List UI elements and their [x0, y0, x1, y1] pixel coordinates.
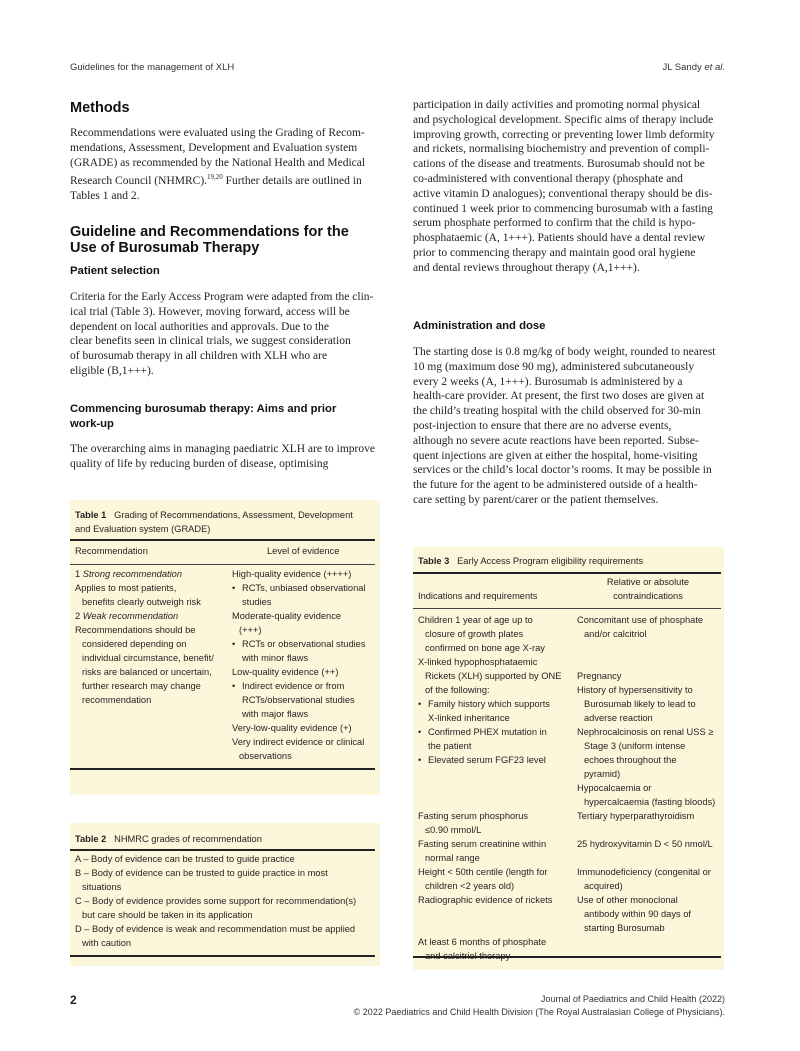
- methods-heading: Methods: [70, 100, 130, 116]
- table-2-line-text: C – Body of evidence provides some support for recommendation(s): [75, 896, 357, 906]
- table-3-col2-line-text: Concomitant use of phosphate: [577, 615, 704, 625]
- table-3-col1-line: [418, 781, 576, 795]
- table-1-col2-line: [232, 707, 377, 721]
- running-header-author: [662, 62, 725, 73]
- patient-selection-line: of burosumab therapy in all children with XLH who are: [70, 350, 328, 363]
- table-3-col2-line: [577, 697, 722, 711]
- table-1-col1-line-text: considered depending on: [82, 639, 187, 649]
- table-2-line: [75, 922, 375, 936]
- table-1-col2-line: [232, 637, 377, 651]
- table-2-line: [75, 894, 375, 908]
- table-1-col2-line-text: observations: [239, 751, 292, 761]
- bullet-icon: •: [418, 727, 422, 737]
- table-3-col2-line: [577, 613, 722, 627]
- table-3-col1-line: [418, 893, 576, 907]
- table-3-col2-line-text: starting Burosumab: [584, 923, 665, 933]
- table-2-line: [75, 880, 375, 894]
- table-3-col2-line: [577, 795, 722, 809]
- table-1-col2-line: [232, 581, 377, 595]
- table-1-col2-line-text: with major flaws: [242, 709, 309, 719]
- bullet-icon: •: [232, 583, 236, 593]
- table-3-col1-line-text: Confirmed PHEX mutation in: [428, 727, 547, 737]
- table-3-header-rule: [413, 608, 721, 609]
- table-1-col1-line-text: risks are balanced or uncertain,: [82, 667, 212, 677]
- table-1-col2-line: [232, 623, 377, 637]
- methods-line: Tables 1 and 2.: [70, 190, 140, 203]
- methods-line: (GRADE) as recommended by the National Health and Medical: [70, 156, 366, 169]
- bullet-icon: •: [418, 699, 422, 709]
- table-3-col2-line: [577, 739, 722, 753]
- table-1-col2-line: [232, 693, 377, 707]
- table-3-col1: [418, 613, 576, 963]
- table-3-col1-line-text: Elevated serum FGF23 level: [428, 755, 546, 765]
- table-1-col1-line: [75, 595, 230, 609]
- table-3-col1-line: [418, 851, 576, 865]
- table-3-caption: [418, 554, 643, 568]
- table-3-col2-line-text: echoes throughout the: [584, 755, 677, 765]
- table-3-col2-line-text: Immunodeficiency (congenital or: [577, 867, 711, 877]
- methods-refs: 19,20: [207, 173, 223, 182]
- table-1-bottom-rule: [70, 768, 375, 770]
- table-1-col2-line: [232, 721, 377, 735]
- table-1-col1-line-emphasis: Weak recommendation: [82, 611, 179, 621]
- table-3-col1-line: [418, 753, 576, 767]
- table-3: [413, 547, 724, 970]
- table-3-col2-line: [577, 767, 722, 781]
- methods-line: mendations, Assessment, Development and Evaluation system: [70, 141, 358, 154]
- table-1-col2-line-text: Moderate-quality evidence: [232, 611, 342, 621]
- table-1-caption-line: [75, 508, 375, 522]
- table-2-line-text: situations: [82, 882, 122, 892]
- patient-selection-line: clear benefits seen in clinical trials, we suggest consideration: [70, 335, 351, 348]
- table-1-caption: [75, 508, 375, 536]
- table-3-col2-line-text: Pregnancy: [577, 671, 622, 681]
- table-3-col1-line: [418, 669, 576, 683]
- footer-copyright: © 2022 Paediatrics and Child Health Division (The Royal Australasian College of Physicians).: [353, 1007, 725, 1017]
- table-3-col1-line-text: X-linked hypophosphataemic: [418, 657, 538, 667]
- table-2-line-text: D – Body of evidence is weak and recommendation must be applied: [75, 924, 356, 934]
- right-para-line: and dental reviews throughout therapy (A,1+++).: [413, 261, 640, 274]
- admin-line: services or the child’s local doctor’s rooms. It may be possible in: [413, 464, 712, 477]
- patient-selection-heading: Patient selection: [70, 265, 160, 277]
- table-3-col1-line: [418, 767, 576, 781]
- table-1-col1-line: [75, 651, 230, 665]
- table-3-col1-line-text: At least 6 months of phosphate: [418, 937, 547, 947]
- table-1-col1-header: Recommendation: [75, 546, 148, 556]
- author-name: JL Sandy: [662, 62, 705, 73]
- table-2-line: [75, 852, 375, 866]
- table-3-col1-line: [418, 921, 576, 935]
- right-para-line: cations of the disease and treatments. Burosumab should not be: [413, 158, 705, 171]
- table-3-col1-line: [418, 823, 576, 837]
- table-3-col2-line: [577, 837, 722, 851]
- table-1-col2-header: Level of evidence: [267, 546, 340, 556]
- table-3-col1-line: [418, 865, 576, 879]
- table-3-col2-line: [577, 753, 722, 767]
- table-1-col2-line-text: studies: [242, 597, 272, 607]
- table-1-col2-line: [232, 595, 377, 609]
- table-3-col1-line-text: closure of growth plates: [425, 629, 524, 639]
- table-3-col2-header: [573, 575, 723, 603]
- table-2-line-text: but care should be taken in its application: [82, 910, 253, 920]
- table-3-col2-line: [577, 641, 722, 655]
- admin-line: every 2 weeks (A, 1+++). Burosumab is administered by a: [413, 375, 683, 388]
- table-3-col1-line: [418, 641, 576, 655]
- table-1-col2-line-text: RCTs/observational studies: [242, 695, 355, 705]
- table-3-col1-line-text: confirmed on bone age X-ray: [425, 643, 545, 653]
- table-1-col2-line: [232, 609, 377, 623]
- administration-heading: Administration and dose: [413, 320, 546, 332]
- methods-line-text: Research Council (NHMRC).: [70, 175, 208, 188]
- table-3-col1-line: [418, 711, 576, 725]
- table-3-col2-line-text: and/or calcitriol: [584, 629, 647, 639]
- table-1-caption-text: Grading of Recommendations, Assessment, Development: [114, 510, 353, 520]
- right-paragraph-1: [413, 98, 724, 276]
- commencing-paragraph: [70, 442, 380, 472]
- administration-paragraph: [413, 345, 724, 508]
- table-3-col1-line: [418, 907, 576, 921]
- commencing-line: quality of life by reducing burden of disease, optimising: [70, 457, 329, 470]
- table-3-label: Table 3: [418, 556, 450, 566]
- table-3-col1-line: [418, 655, 576, 669]
- patient-selection-line: Criteria for the Early Access Program were adapted from the clin-: [70, 291, 374, 303]
- admin-line: care setting by parent/carer or the patient themselves.: [413, 493, 659, 506]
- table-1-col1-line: [75, 581, 230, 595]
- right-para-line: improving growth, correcting or preventing lower limb deformity: [413, 128, 715, 141]
- right-para-line: co-administered with conventional therapy (phosphate and: [413, 172, 683, 185]
- running-header-title: Guidelines for the management of XLH: [70, 62, 235, 73]
- table-3-col2-line: [577, 907, 722, 921]
- table-3-col2-line-text: 25 hydroxyvitamin D < 50 nmol/L: [577, 839, 713, 849]
- table-1-col1-line-text: Applies to most patients,: [75, 583, 177, 593]
- table-3-col2-line: [577, 893, 722, 907]
- right-para-line: and rickets, normalising biochemistry and prevention of compli-: [413, 143, 710, 156]
- commencing-heading-line: Commencing burosumab therapy: Aims and prior: [70, 403, 337, 415]
- admin-line: health-care provider. At present, the first two doses are given at: [413, 390, 705, 403]
- patient-selection-line: eligible (B,1+++).: [70, 364, 154, 377]
- table-3-col2-line-text: Burosumab likely to lead to: [584, 699, 696, 709]
- footer-journal: Journal of Paediatrics and Child Health (2022): [540, 994, 725, 1004]
- table-2: [70, 823, 380, 966]
- table-1-col2-line: [232, 651, 377, 665]
- table-1-col1-line-text: 1: [75, 569, 83, 579]
- table-3-col1-line-text: Height < 50th centile (length for: [418, 867, 548, 877]
- table-2-line-text: B – Body of evidence can be trusted to guide practice in most: [75, 868, 328, 878]
- table-3-col2-line-text: Tertiary hyperparathyroidism: [577, 811, 695, 821]
- table-3-col1-line: [418, 683, 576, 697]
- table-1: [70, 500, 380, 795]
- table-3-col1-line-text: the patient: [428, 741, 472, 751]
- right-para-line: and psychological development. Specific aims of therapy include: [413, 113, 714, 126]
- right-para-line: continued 1 week prior to commencing burosumab with a fasting: [413, 202, 713, 215]
- table-2-body: [75, 852, 375, 950]
- table-3-col2-line: [577, 683, 722, 697]
- table-1-top-rule: [70, 539, 375, 541]
- table-3-col1-line: [418, 725, 576, 739]
- table-3-col1-line-text: Family history which supports: [428, 699, 550, 709]
- table-3-col1-header: Indications and requirements: [418, 591, 538, 601]
- admin-line: although no severe acute reactions have been reported. Subse-: [413, 434, 699, 447]
- table-3-bottom-rule: [413, 956, 721, 958]
- guideline-heading: [70, 224, 349, 256]
- commencing-heading: [70, 402, 336, 432]
- admin-line: 10 mg (maximum dose 90 mg), administered subcutaneously: [413, 360, 695, 373]
- table-3-col2-line: [577, 809, 722, 823]
- admin-line: the future for the agent to be administered outside of a health-: [413, 479, 698, 492]
- table-3-col2-line: [577, 921, 722, 935]
- table-1-col2-line-text: High-quality evidence (++++): [232, 569, 352, 579]
- table-3-col1-line: [418, 627, 576, 641]
- bullet-icon: •: [232, 639, 236, 649]
- admin-line: post-injection to ensure that there are no adverse events,: [413, 419, 672, 432]
- table-3-col1-line-text: and calcitriol therapy: [425, 951, 511, 961]
- table-3-col1-line-text: ≤0.90 mmol/L: [425, 825, 482, 835]
- guideline-heading-line: Use of Burosumab Therapy: [70, 240, 260, 256]
- table-1-col2-line: [232, 567, 377, 581]
- table-3-col2: [577, 613, 722, 935]
- table-1-col1-line: [75, 567, 230, 581]
- table-3-col2-line: [577, 725, 722, 739]
- table-2-caption: [75, 832, 262, 846]
- patient-selection-line: dependent on local authorities and approvals. Due to the: [70, 320, 329, 333]
- table-3-col1-line: [418, 613, 576, 627]
- table-1-label: Table 1: [75, 510, 107, 520]
- table-1-col2-line-text: Low-quality evidence (++): [232, 667, 339, 677]
- table-2-line: [75, 866, 375, 880]
- table-3-col1-line-text: Fasting serum creatinine within: [418, 839, 547, 849]
- table-3-col1-line: [418, 935, 576, 949]
- table-3-col2-line: [577, 655, 722, 669]
- author-etal: et al.: [704, 62, 725, 73]
- table-1-caption-line: and Evaluation system (GRADE): [75, 524, 211, 534]
- methods-line: Recommendations were evaluated using the Grading of Recom-: [70, 127, 365, 139]
- table-1-col1-line: [75, 637, 230, 651]
- table-3-col2-line: [577, 865, 722, 879]
- table-3-col1-line-text: Fasting serum phosphorus: [418, 811, 529, 821]
- table-3-col2-line-text: pyramid): [584, 769, 621, 779]
- table-1-col1-line-text: benefits clearly outweigh risk: [82, 597, 201, 607]
- patient-selection-paragraph: [70, 290, 380, 379]
- methods-line-text: Further details are outlined in: [225, 175, 362, 188]
- guideline-heading-line: Guideline and Recommendations for the: [70, 224, 349, 240]
- bullet-icon: •: [418, 755, 422, 765]
- table-3-col2-line-text: acquired): [584, 881, 623, 891]
- table-1-col1-line-text: Recommendations should be: [75, 625, 196, 635]
- table-3-col2-line-text: adverse reaction: [584, 713, 653, 723]
- table-2-bottom-rule: [70, 955, 375, 957]
- table-1-header-rule: [70, 564, 375, 565]
- table-3-col2-line-text: Use of other monoclonal: [577, 895, 678, 905]
- table-1-col2-line-text: with minor flaws: [242, 653, 309, 663]
- page-number: 2: [70, 993, 77, 1007]
- table-3-col1-line: [418, 809, 576, 823]
- table-2-line: [75, 908, 375, 922]
- table-1-col1-line: [75, 609, 230, 623]
- table-3-col2-line: [577, 851, 722, 865]
- bullet-icon: •: [232, 681, 236, 691]
- table-3-col2-line-text: hypercalcaemia (fasting bloods): [584, 797, 716, 807]
- table-3-col1-line: [418, 795, 576, 809]
- admin-line: The starting dose is 0.8 mg/kg of body weight, rounded to nearest: [413, 346, 716, 358]
- right-para-line: phosphataemic (A, 1+++). Patients should have a dental review: [413, 232, 706, 245]
- table-3-col2-header-line: contraindications: [613, 591, 683, 601]
- table-1-col2-line-text: RCTs or observational studies: [242, 639, 366, 649]
- table-1-col1-line-emphasis: Strong recommendation: [82, 569, 182, 579]
- table-2-caption-text: NHMRC grades of recommendation: [114, 834, 262, 844]
- table-1-col1-line-text: recommendation: [82, 695, 152, 705]
- table-3-col2-line-text: History of hypersensitivity to: [577, 685, 693, 695]
- table-3-col2-line: [577, 879, 722, 893]
- table-1-col2-line-text: (+++): [239, 625, 262, 635]
- right-para-line: participation in daily activities and promoting normal physical: [413, 99, 701, 111]
- commencing-heading-line: work-up: [70, 418, 114, 430]
- table-3-col1-line-text: children <2 years old): [425, 881, 515, 891]
- table-3-col2-line: [577, 669, 722, 683]
- methods-paragraph: [70, 126, 380, 204]
- table-1-col2-line-text: Very indirect evidence or clinical: [232, 737, 365, 747]
- table-3-col1-line-text: of the following:: [425, 685, 490, 695]
- table-3-col2-line: [577, 823, 722, 837]
- patient-selection-line: ical trial (Table 3). However, moving forward, access will be: [70, 305, 350, 318]
- table-3-col1-line: [418, 879, 576, 893]
- table-1-col2-line-text: RCTs, unbiased observational: [242, 583, 366, 593]
- admin-line: quent injections are given at either the hospital, home-visiting: [413, 449, 698, 462]
- table-3-col1-line-text: normal range: [425, 853, 480, 863]
- table-3-col2-line: [577, 627, 722, 641]
- table-1-col2-line-text: Very-low-quality evidence (+): [232, 723, 352, 733]
- table-1-col2-line: [232, 735, 377, 749]
- table-3-col2-line: [577, 711, 722, 725]
- table-2-top-rule: [70, 849, 375, 851]
- right-para-line: serum phosphate performed to confirm that the child is hypo-: [413, 217, 696, 230]
- table-3-caption-text: Early Access Program eligibility requirements: [457, 556, 644, 566]
- table-1-col1-line: [75, 679, 230, 693]
- table-1-col2-line-text: Indirect evidence or from: [242, 681, 345, 691]
- table-1-col1-line: [75, 693, 230, 707]
- table-2-line-text: with caution: [82, 938, 132, 948]
- methods-line: [70, 170, 380, 189]
- table-3-col2-line-text: antibody within 90 days of: [584, 909, 691, 919]
- table-1-col1-line-text: 2: [75, 611, 83, 621]
- table-1-col2-line: [232, 665, 377, 679]
- table-3-col1-line: [418, 837, 576, 851]
- table-2-line-text: A – Body of evidence can be trusted to guide practice: [75, 854, 295, 864]
- table-3-col2-line-text: Nephrocalcinosis on renal USS ≥: [577, 727, 714, 737]
- table-3-col1-line: [418, 697, 576, 711]
- table-1-col1-line: [75, 665, 230, 679]
- table-3-col1-line-text: X-linked inheritance: [428, 713, 510, 723]
- table-3-col1-line: [418, 739, 576, 753]
- table-1-col1-line-text: further research may change: [82, 681, 201, 691]
- table-2-label: Table 2: [75, 834, 107, 844]
- admin-line: the child’s treating hospital with the child observed for 30-min: [413, 405, 701, 418]
- table-3-col2-line-text: Hypocalcaemia or: [577, 783, 652, 793]
- table-3-col1-line-text: Radiographic evidence of rickets: [418, 895, 553, 905]
- table-2-line: [75, 936, 375, 950]
- table-1-col2: [232, 567, 377, 763]
- table-1-col1: [75, 567, 230, 707]
- table-1-col2-line: [232, 749, 377, 763]
- table-3-col2-line-text: Stage 3 (uniform intense: [584, 741, 686, 751]
- table-3-col2-header-line: Relative or absolute: [606, 577, 690, 587]
- table-3-col2-line: [577, 781, 722, 795]
- table-1-col2-line: [232, 679, 377, 693]
- table-3-col1-line-text: Children 1 year of age up to: [418, 615, 533, 625]
- right-para-line: prior to commencing therapy and maintain good oral hygiene: [413, 246, 696, 259]
- right-para-line: active vitamin D analogues); conventional therapy should be dis-: [413, 187, 713, 200]
- table-3-top-rule: [413, 572, 721, 574]
- commencing-line: The overarching aims in managing paediatric XLH are to improve: [70, 443, 375, 455]
- table-3-col1-line-text: Rickets (XLH) supported by ONE: [425, 671, 562, 681]
- table-1-col1-line-text: individual circumstance, benefit/: [82, 653, 214, 663]
- table-1-col1-line: [75, 623, 230, 637]
